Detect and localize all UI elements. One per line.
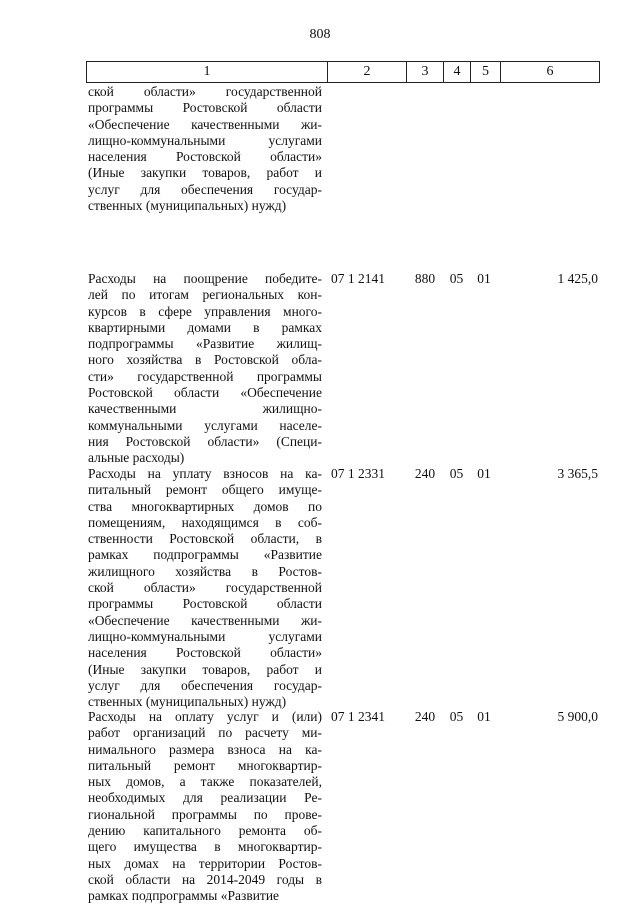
description-line: ственности Ростовской области, в xyxy=(88,531,322,547)
description-line: дению капитального ремонта об- xyxy=(88,823,322,839)
table-header-row xyxy=(86,61,600,83)
description-line: жилищного хозяйства в Ростов- xyxy=(88,563,322,579)
description-line: гиональной программы по прове- xyxy=(88,806,322,822)
description-line: услуг для обеспечения государ- xyxy=(88,677,322,693)
description-line: (Иные закупки товаров, работ и xyxy=(88,165,322,181)
description-line: альные расходы) xyxy=(88,450,185,466)
amount: 1 425,0 xyxy=(557,271,598,286)
column-header-6: 6 xyxy=(500,62,599,82)
target-code: 07 1 2341 xyxy=(331,709,385,724)
subsection: 01 xyxy=(477,271,491,286)
row-description xyxy=(88,466,322,710)
column-header-1: 1 xyxy=(203,64,211,79)
amount: 5 900,0 xyxy=(557,709,598,724)
amount: 3 365,5 xyxy=(557,466,598,481)
description-line: ской области» государственной xyxy=(88,84,322,99)
description-line: ных домах на территории Ростов- xyxy=(88,855,322,871)
description-line: питальный ремонт общего имуще- xyxy=(88,482,322,498)
expense-type: 880 xyxy=(414,271,436,286)
description-line: питальный ремонт многоквартир- xyxy=(88,757,322,773)
description-line: Ростовской области «Обеспечение xyxy=(88,385,322,401)
description-line: коммунальными услугами населе- xyxy=(88,417,322,433)
column-header-5: 5 xyxy=(470,62,500,82)
subsection: 01 xyxy=(477,466,491,481)
description-line: качественными жилищно- xyxy=(88,401,322,417)
section: 05 xyxy=(449,709,464,724)
description-line: сти» государственной программы xyxy=(88,368,322,384)
description-line: ного хозяйства в Ростовской обла- xyxy=(88,352,322,368)
description-line: ской области» государственной xyxy=(88,580,322,596)
description-line: помещениям, находящимся в соб- xyxy=(88,514,322,530)
expense-type: 240 xyxy=(414,709,436,724)
description-line: Расходы на оплату услуг и (или) xyxy=(88,709,322,724)
target-code: 07 1 2331 xyxy=(331,466,385,481)
description-line: услуг для обеспечения государ- xyxy=(88,181,322,197)
description-line: Расходы на уплату взносов на ка- xyxy=(88,466,322,481)
row-description xyxy=(88,709,322,905)
description-line: ных домов, а также показателей, xyxy=(88,774,322,790)
row-description xyxy=(88,84,322,214)
description-line: «Обеспечение качественными жи- xyxy=(88,612,322,628)
expense-type: 240 xyxy=(414,466,436,481)
target-code: 07 1 2141 xyxy=(331,271,385,286)
description-line: (Иные закупки товаров, работ и xyxy=(88,661,322,677)
description-line: рамках подпрограммы «Развитие xyxy=(88,547,322,563)
row-description xyxy=(88,271,322,467)
page-number: 808 xyxy=(309,27,331,42)
column-header-3: 3 xyxy=(406,62,443,82)
description-line: рамках подпрограммы «Развитие xyxy=(88,888,280,904)
subsection: 01 xyxy=(477,709,491,724)
description-line: квартирными домами в рамках xyxy=(88,319,322,335)
description-line: подпрограммы «Развитие жилищ- xyxy=(88,336,322,352)
description-line: Расходы на поощрение победите- xyxy=(88,271,322,286)
column-header-4: 4 xyxy=(443,62,470,82)
column-header-2: 2 xyxy=(327,62,406,82)
description-line: курсов в сфере управления много- xyxy=(88,303,322,319)
description-line: лищно-коммунальными услугами xyxy=(88,628,322,644)
description-line: ской области на 2014-2049 годы в xyxy=(88,871,322,887)
description-line: населения Ростовской области» xyxy=(88,149,322,165)
section: 05 xyxy=(449,466,464,481)
budget-table xyxy=(86,61,600,904)
description-line: населения Ростовской области» xyxy=(88,645,322,661)
description-line: необходимых для реализации Ре- xyxy=(88,790,322,806)
description-line: нимального размера взноса на ка- xyxy=(88,741,322,757)
description-line: ственных (муниципальных) нужд) xyxy=(88,694,287,710)
description-line: программы Ростовской области xyxy=(88,100,322,116)
description-line: ства многоквартирных домов по xyxy=(88,498,322,514)
section: 05 xyxy=(449,271,464,286)
description-line: ственных (муниципальных) нужд) xyxy=(88,198,287,214)
description-line: ния Ростовской области» (Специ- xyxy=(88,433,322,449)
description-line: щего имущества в многоквартир- xyxy=(88,839,322,855)
description-line: работ организаций по расчету ми- xyxy=(88,725,322,741)
description-line: лей по итогам региональных кон- xyxy=(88,287,322,303)
description-line: программы Ростовской области xyxy=(88,596,322,612)
description-line: «Обеспечение качественными жи- xyxy=(88,116,322,132)
description-line: лищно-коммунальными услугами xyxy=(88,132,322,148)
